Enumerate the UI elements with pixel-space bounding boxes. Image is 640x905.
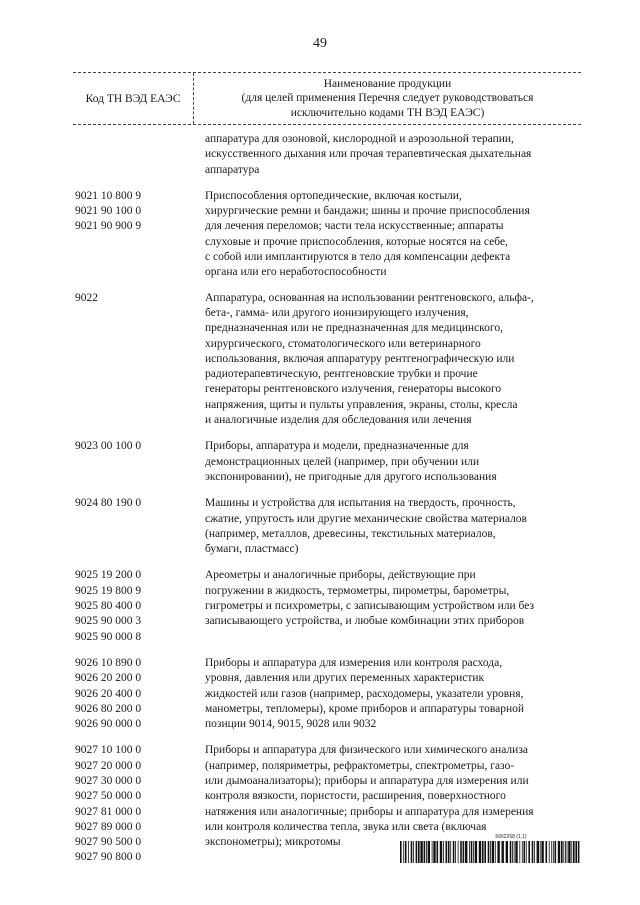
description-line: (например, поляриметры, рефрактометры, спектрометры, газо- [205, 759, 515, 772]
product-code: 9027 89 000 0 [75, 820, 142, 833]
description-line: и аналогичные изделия для обследования или лечения [205, 414, 472, 427]
description-line: органа или его неработоспособности [205, 266, 387, 279]
description-line: с собой или имплантируются в тело для компенсации дефекта [205, 251, 511, 264]
description-line: Аппаратура, основанная на использовании рентгеновского, альфа-, [205, 291, 534, 304]
product-code: 9021 90 900 9 [75, 220, 142, 233]
description-line: искусственного дыхания или прочая терапевтическая дыхательная [205, 148, 532, 161]
table-header [73, 72, 581, 125]
description-line: позиции 9014, 9015, 9028 или 9032 [205, 718, 377, 731]
product-code: 9027 90 500 0 [75, 836, 142, 849]
description-line: использования, включая аппаратуру рентгенографическую или [205, 352, 515, 365]
name-header-line: Наименование продукции [323, 77, 452, 90]
code-cell [73, 132, 195, 178]
barcode-id: 5662268 (1.1) [495, 834, 527, 840]
description-line: для лечения переломов; части тела искусственные; аппараты [205, 220, 504, 233]
description-line: сжатие, упругость или другие механические свойства материалов [205, 512, 527, 525]
table-row [73, 132, 581, 178]
code-cell [73, 291, 195, 429]
description-line: экспонировании), не пригодные для другого использования [205, 470, 497, 483]
table-row [73, 496, 581, 557]
table-row [73, 439, 581, 485]
description-line: (например, металлов, древесины, текстильных материалов, [205, 527, 496, 540]
code-cell [73, 743, 195, 865]
table-row [73, 189, 581, 281]
description-line: слуховые и прочие приспособления, которые носятся на себе, [205, 235, 508, 248]
description-line: или дымоанализаторы); приборы и аппаратура для измерения или [205, 774, 529, 787]
page-number: 49 [313, 36, 327, 51]
description-cell [195, 439, 581, 485]
barcode [400, 834, 582, 868]
description-line: Приборы и аппаратура для физического или химического анализа [205, 744, 528, 757]
description-line: предназначенная или не предназначенная для медицинского, [205, 322, 503, 335]
name-header-line: (для целей применения Перечня следует руководствоваться [241, 92, 534, 105]
description-line: Приборы и аппаратура для измерения или контроля расхода, [205, 656, 503, 669]
description-cell [195, 132, 581, 178]
product-code: 9026 90 000 0 [75, 718, 142, 731]
description-line: Приборы, аппаратура и модели, предназначенные для [205, 440, 469, 453]
product-code: 9027 30 000 0 [75, 774, 142, 787]
product-code: 9025 90 000 3 [75, 615, 142, 628]
description-line: аппаратура [205, 163, 260, 176]
product-code: 9026 10 890 0 [75, 656, 142, 669]
description-line: натяжения или аналогичные; приборы и аппаратура для измерения [205, 805, 534, 818]
description-cell [195, 568, 581, 644]
description-line: записывающего устройства, и любые комбинации этих приборов [205, 615, 525, 628]
description-line: или контроля количества тепла, звука или света (включая [205, 820, 487, 833]
product-code: 9022 [75, 291, 98, 304]
description-cell [195, 189, 581, 281]
description-line: бета-, гамма- или другого ионизирующего излучения, [205, 306, 469, 319]
product-code: 9026 20 200 0 [75, 672, 142, 685]
product-code: 9025 19 200 0 [75, 569, 142, 582]
description-line: напряжения, щиты и пульты управления, экраны, столы, кресла [205, 398, 518, 411]
description-line: радиотерапевтическую, рентгеновские трубки и прочие [205, 368, 478, 381]
product-code: 9027 50 000 0 [75, 790, 142, 803]
table-row [73, 291, 581, 429]
description-cell [195, 656, 581, 732]
code-cell [73, 439, 195, 485]
table-body [73, 132, 581, 866]
product-code: 9025 80 400 0 [75, 600, 142, 613]
product-code: 9027 10 100 0 [75, 744, 142, 757]
product-code: 9025 90 000 8 [75, 630, 142, 643]
code-cell [73, 568, 195, 644]
product-code: 9024 80 190 0 [75, 497, 142, 510]
description-line: уровня, давления или других переменных характеристик [205, 672, 485, 685]
barcode-bars [400, 841, 582, 863]
description-line: экспонометры); микротомы [205, 836, 341, 849]
description-line: генераторы рентгеновского излучения, генераторы высокого [205, 383, 502, 396]
description-cell [195, 291, 581, 429]
description-line: Ареометры и аналогичные приборы, действующие при [205, 569, 476, 582]
description-line: гигрометры и психрометры, с записывающим устройством или без [205, 600, 535, 613]
description-line: хирургические ремни и бандажи; шины и прочие приспособления [205, 205, 530, 218]
code-cell [73, 496, 195, 557]
table-row [73, 568, 581, 644]
products-table [73, 72, 581, 866]
product-code: 9026 80 200 0 [75, 702, 142, 715]
description-line: демонстрационных целей (например, при обучении или [205, 455, 480, 468]
product-code: 9027 90 800 0 [75, 851, 142, 864]
description-line: жидкостей или газов (например, расходомеры, указатели уровня, [205, 687, 524, 700]
product-code: 9026 20 400 0 [75, 687, 142, 700]
code-column-header: Код ТН ВЭД ЕАЭС [73, 73, 194, 124]
description-cell [195, 496, 581, 557]
name-header-line: исключительно кодами ТН ВЭД ЕАЭС) [290, 106, 485, 119]
description-line: бумаги, пластмасс) [205, 543, 299, 556]
description-line: манометры, тепломеры), кроме приборов и аппаратуры товарной [205, 702, 525, 715]
description-line: хирургического, стоматологического или ветеринарного [205, 337, 481, 350]
product-code: 9023 00 100 0 [75, 440, 142, 453]
product-code: 9027 20 000 0 [75, 759, 142, 772]
product-code: 9025 19 800 9 [75, 584, 142, 597]
code-cell [73, 656, 195, 732]
description-line: аппаратура для озоновой, кислородной и аэрозольной терапии, [205, 133, 514, 145]
description-line: Машины и устройства для испытания на твердость, прочность, [205, 497, 516, 510]
table-row [73, 656, 581, 732]
description-line: контроля вязкости, пористости, расширения, поверхностного [205, 790, 506, 803]
description-line: погружении в жидкость, термометры, пирометры, барометры, [205, 584, 510, 597]
name-column-header [194, 73, 581, 124]
product-code: 9027 81 000 0 [75, 805, 142, 818]
description-line: Приспособления ортопедические, включая костыли, [205, 189, 462, 202]
product-code: 9021 90 100 0 [75, 205, 142, 218]
code-cell [73, 189, 195, 281]
product-code: 9021 10 800 9 [75, 189, 142, 202]
